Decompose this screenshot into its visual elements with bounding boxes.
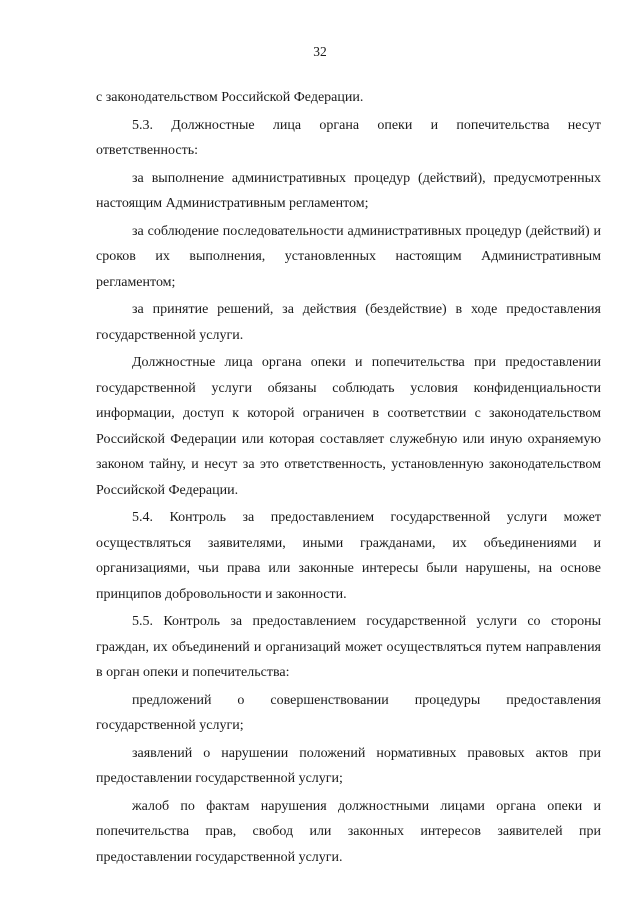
- paragraph-responsibility-decisions: за принятие решений, за действия (бездействие) в ходе предоставления государственной услуги.: [96, 302, 601, 343]
- paragraph-complaints: жалоб по фактам нарушения должностными лицами органа опеки и попечительства прав, свобод или законных интересов заявителей при предоставлении государственной услуги.: [96, 798, 601, 865]
- page-number: 32: [313, 44, 327, 59]
- paragraph-continuation: с законодательством Российской Федерации.: [96, 90, 364, 105]
- paragraph-5-3: 5.3. Должностные лица органа опеки и попечительства несут ответственность:: [96, 117, 601, 158]
- paragraph-confidentiality: Должностные лица органа опеки и попечительства при предоставлении государственной услуги обязаны соблюдать условия конфиденциальности информации, доступ к которой ограничен в соответствии с законодательством Российской Федерации или которая составляет служебную или иную охраняемую законом тайну, и несут за это ответственность, установленную законодательством Российской Федерации.: [96, 355, 601, 498]
- paragraph-proposals: предложений о совершенствовании процедуры предоставления государственной услуги;: [96, 692, 601, 733]
- paragraph-statements: заявлений о нарушении положений нормативных правовых актов при предоставлении государственной услуги;: [96, 745, 601, 786]
- paragraph-responsibility-sequence: за соблюдение последовательности административных процедур (действий) и сроков их выполнения, установленных настоящим Административным регламентом;: [96, 223, 601, 290]
- paragraph-5-5: 5.5. Контроль за предоставлением государственной услуги со стороны граждан, их объединений и организаций может осуществляться путем направления в орган опеки и попечительства:: [96, 614, 601, 680]
- paragraph-5-4: 5.4. Контроль за предоставлением государственной услуги может осуществляться заявителями, иными гражданами, их объединениями и организациями, чьи права или законные интересы были нарушены, на основе принципов добровольности и законности.: [96, 510, 601, 602]
- paragraph-responsibility-procedures: за выполнение административных процедур (действий), предусмотренных настоящим Административным регламентом;: [96, 170, 601, 211]
- document-body: [96, 85, 601, 870]
